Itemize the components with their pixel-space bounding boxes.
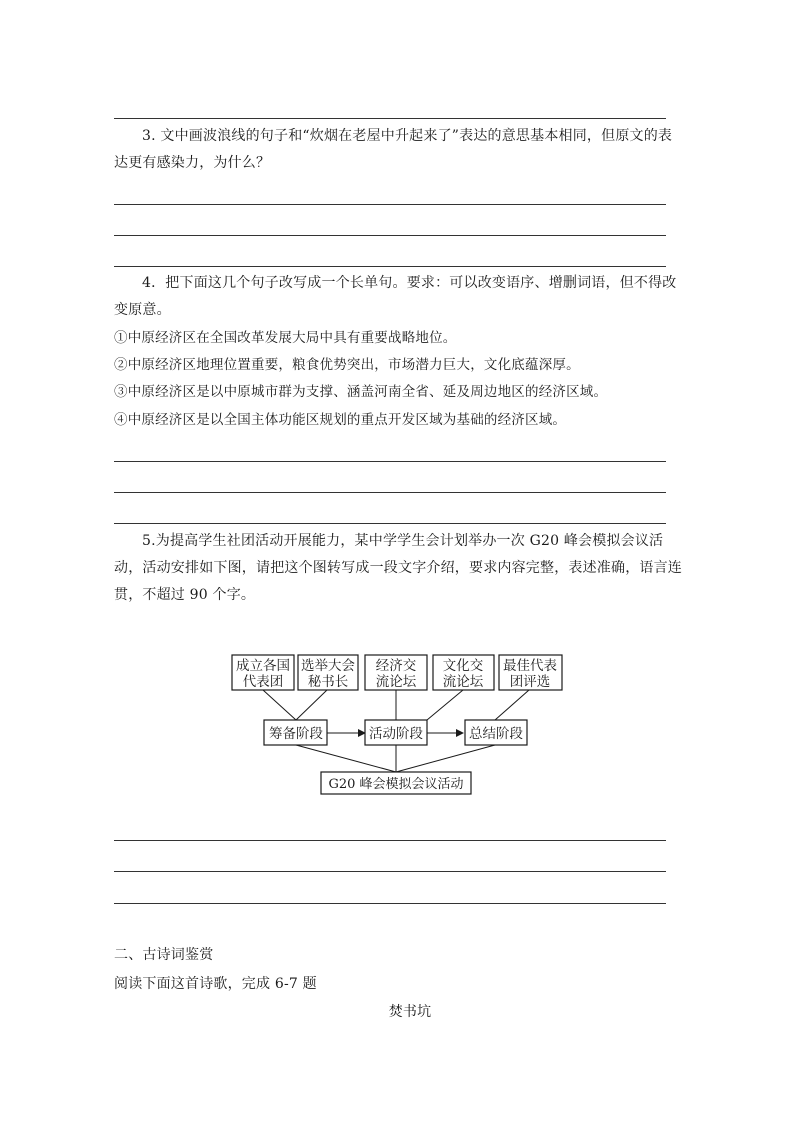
- diagram-label: 最佳代表: [503, 658, 557, 674]
- diagram-stage: 筹备阶段: [269, 726, 323, 742]
- activity-flow-diagram: [0, 645, 794, 795]
- diagram-stage: 活动阶段: [369, 726, 423, 742]
- diagram-label: 经济交: [375, 658, 417, 674]
- answer-line: [114, 266, 666, 267]
- answer-line: [114, 903, 666, 904]
- question-5: 5.为提高学生社团活动开展能力，某中学学生会计划举办一次 G20 峰会模拟会议活动，活动安排如下图，请把这个图转写成一段文字介绍，要求内容完整，表述准确，语言连贯，不超过 90 个字。: [114, 533, 682, 603]
- answer-line: [114, 523, 666, 524]
- diagram-label: 流论坛: [375, 674, 417, 690]
- diagram-label: 选举大会: [301, 658, 355, 674]
- answer-line: [114, 492, 666, 493]
- question-4-item: ②中原经济区地理位置重要，粮食优势突出，市场潜力巨大，文化底蕴深厚。: [114, 357, 580, 373]
- answer-line: [114, 461, 666, 462]
- question-3: 3. 文中画波浪线的句子和“炊烟在老屋中升起来了”表达的意思基本相同，但原文的表达更有感染力，为什么？: [114, 128, 673, 171]
- answer-line: [114, 235, 666, 236]
- question-4-item: ④中原经济区是以全国主体功能区规划的重点开发区域为基础的经济区域。: [114, 412, 567, 428]
- diagram-label: 团评选: [509, 674, 551, 690]
- question-4-item: ①中原经济区在全国改革发展大局中具有重要战略地位。: [114, 330, 457, 346]
- answer-line: [114, 204, 666, 205]
- question-4-item: ③中原经济区是以中原城市群为支撑、涵盖河南全省、延及周边地区的经济区域。: [114, 384, 608, 400]
- diagram-root: G20 峰会模拟会议活动: [328, 777, 464, 792]
- section-instruction: 阅读下面这首诗歌，完成 6-7 题: [114, 976, 317, 992]
- diagram-label: 流论坛: [442, 674, 484, 690]
- poem-title: 焚书坑: [388, 1004, 432, 1020]
- answer-line: [114, 840, 666, 841]
- answer-line: [114, 871, 666, 872]
- diagram-stage: 总结阶段: [469, 726, 523, 742]
- diagram-label: 秘书长: [307, 674, 349, 690]
- diagram-label: 代表团: [242, 674, 284, 690]
- diagram-label: 文化交: [442, 658, 484, 674]
- section-heading: 二、古诗词鉴赏: [114, 947, 214, 963]
- question-4: 4．把下面这几个句子改写成一个长单句。要求：可以改变语序、增删词语，但不得改变原意。: [114, 275, 677, 318]
- diagram-label: 成立各国: [236, 658, 290, 674]
- answer-line: [114, 118, 666, 119]
